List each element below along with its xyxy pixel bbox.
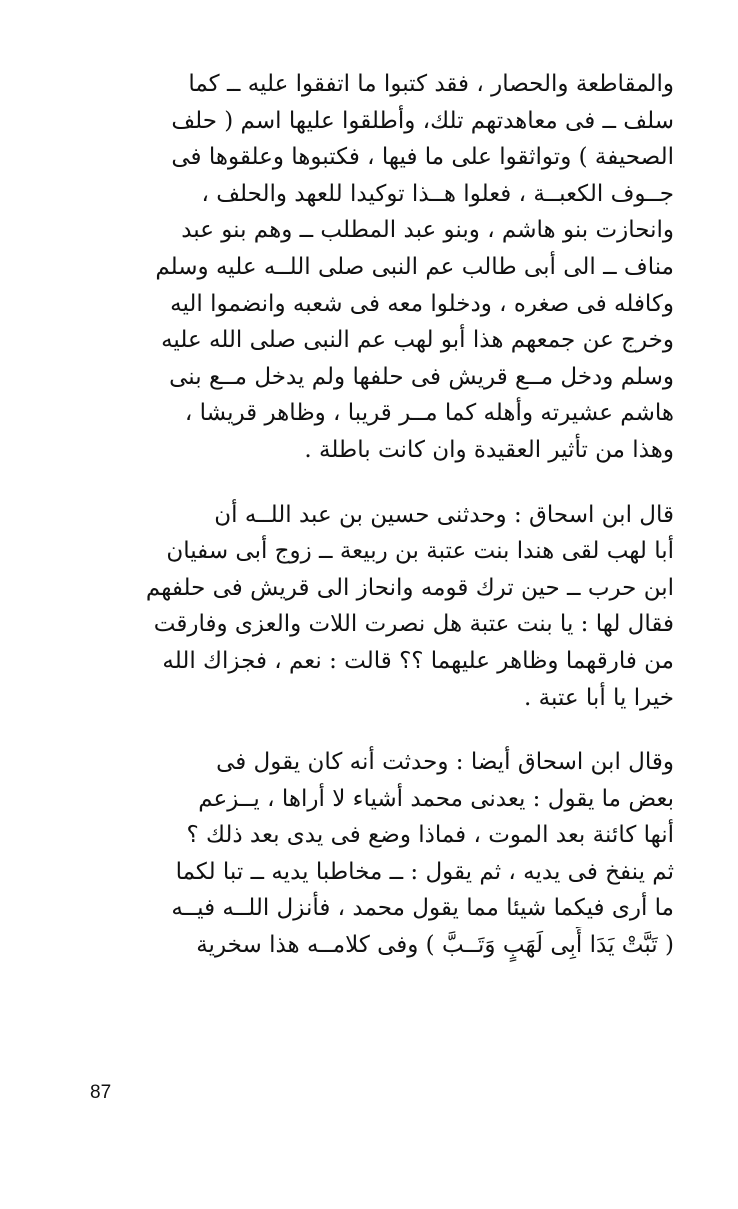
text-line: ابن حرب ــ حين ترك قومه وانحاز الى قريش فى حلفهم: [145, 574, 674, 601]
text-line: أنها كائنة بعد الموت ، فماذا وضع فى يدى بعد ذلك ؟: [186, 822, 674, 849]
text-line: وهذا من تأثير العقيدة وان كانت باطلة .: [304, 436, 674, 463]
text-line: خيرا يا أبا عتبة .: [524, 684, 674, 711]
text-line: مناف ــ الى أبى طالب عم النبى صلى اللــه عليه وسلم: [155, 253, 674, 280]
text-line: وكافله فى صغره ، ودخلوا معه فى شعبه وانضموا اليه: [170, 290, 674, 317]
text-line: هاشم عشيرته وأهله كما مــر قريبا ، وظاهر قريشا ،: [184, 400, 674, 427]
paragraph-3: [84, 744, 674, 964]
text-line: جــوف الكعبــة ، فعلوا هــذا توكيدا للعهد والحلف ،: [201, 180, 674, 207]
text-line: فقال لها : يا بنت عتبة هل نصرت اللات والعزى وفارقت: [153, 611, 674, 638]
text-line: وقال ابن اسحاق أيضا : وحدثت أنه كان يقول فى: [216, 749, 674, 776]
text-line: الصحيفة ) وتواثقوا على ما فيها ، فكتبوها وعلقوها فى: [171, 144, 674, 171]
text-line: ثم ينفخ فى يديه ، ثم يقول : ــ مخاطبا يديه ــ تبا لكما: [175, 858, 674, 885]
paragraph-2: [84, 497, 674, 717]
text-line: من فارقهما وظاهر عليهما ؟؟ قالت : نعم ، فجزاك الله: [162, 647, 674, 674]
text-line: ( تَبَّتْ يَدَا أَبِى لَهَبٍ وَتَــبَّ ) وفى كلامــه هذا سخرية: [196, 932, 674, 959]
page-body: [84, 66, 674, 964]
text-line: بعض ما يقول : يعدنى محمد أشياء لا أراها ، يــزعم: [198, 785, 674, 812]
page-number: 87: [90, 1082, 112, 1103]
text-line: سلف ــ فى معاهدتهم تلك، وأطلقوا عليها اسم ( حلف: [171, 107, 674, 134]
text-line: قال ابن اسحاق : وحدثنى حسين بن عبد اللــه أن: [214, 501, 674, 528]
text-line: وسلم ودخل مــع قريش فى حلفها ولم يدخل مــع بنى: [169, 363, 674, 390]
text-line: والمقاطعة والحصار ، فقد كتبوا ما اتفقوا عليه ــ كما: [188, 71, 674, 97]
text-line: ما أرى فيكما شيئا مما يقول محمد ، فأنزل اللــه فيــه: [171, 895, 674, 922]
text-line: وانحازت بنو هاشم ، وبنو عبد المطلب ــ وهم بنو عبد: [181, 217, 674, 244]
text-line: وخرج عن جمعهم هذا أبو لهب عم النبى صلى الله عليه: [161, 327, 674, 354]
paragraph-1: [84, 66, 674, 469]
text-line: أبا لهب لقى هندا بنت عتبة بن ربيعة ــ زوج أبى سفيان: [166, 538, 674, 565]
